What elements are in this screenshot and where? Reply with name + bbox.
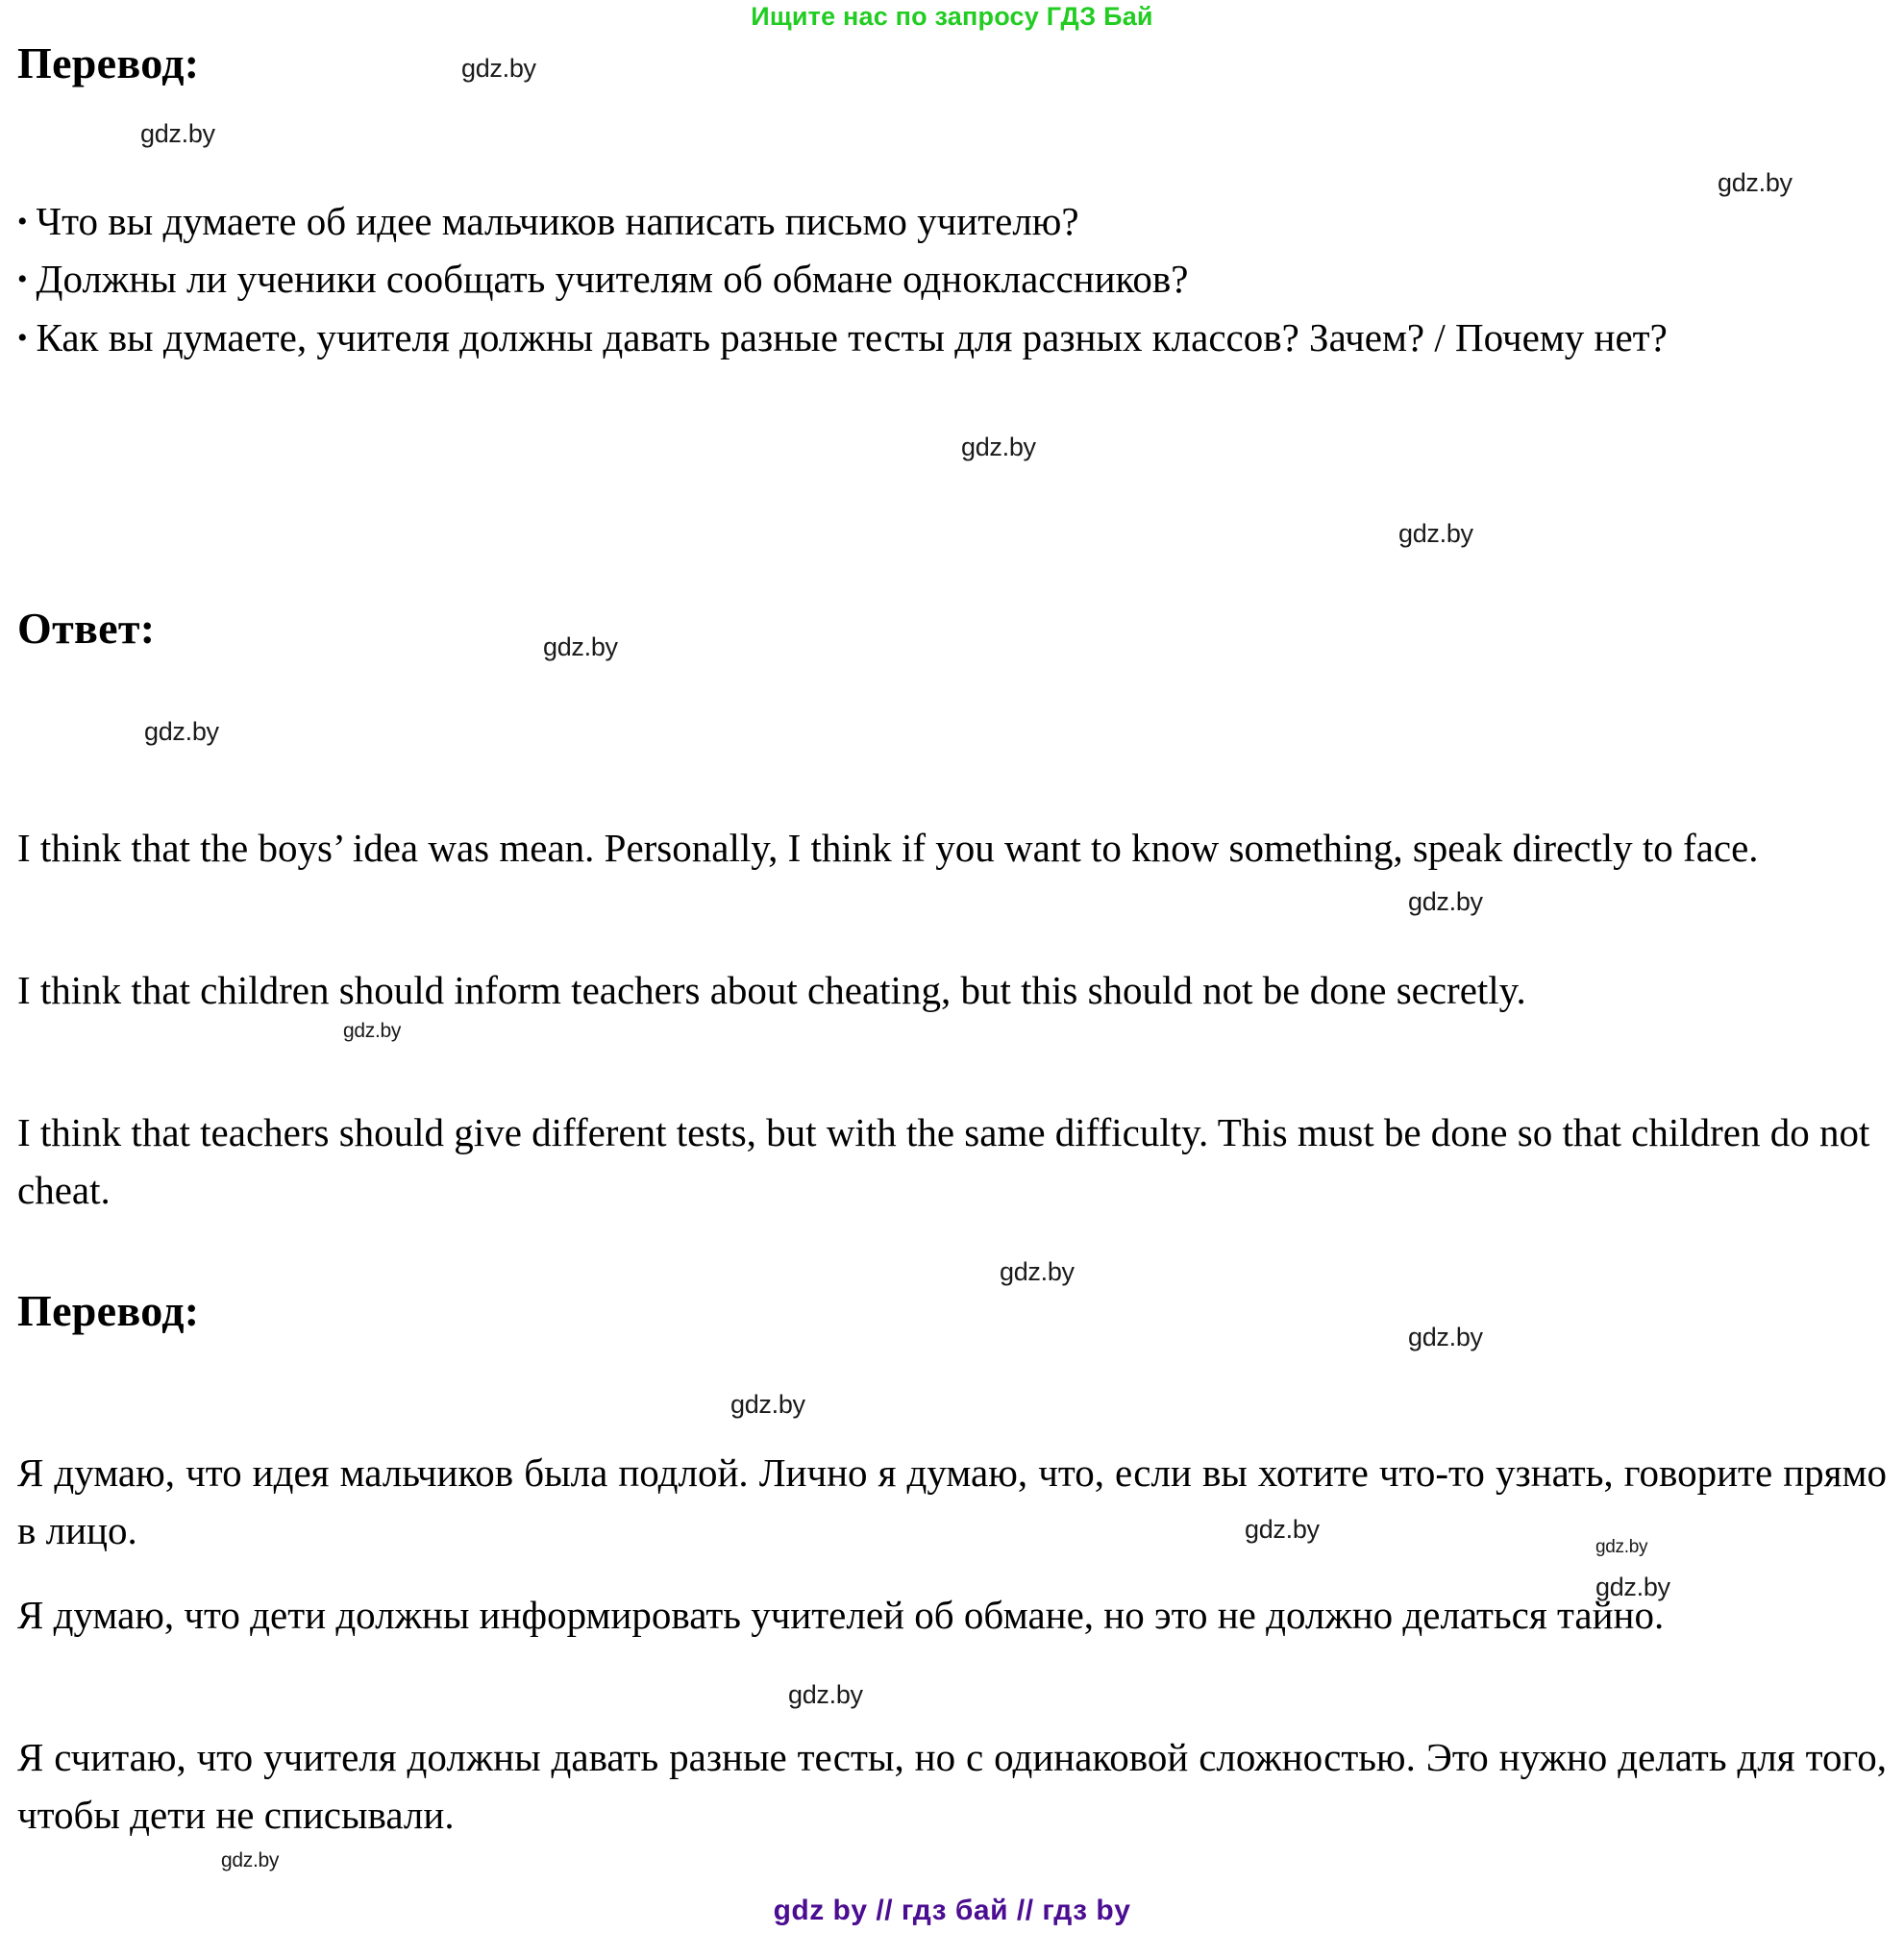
translation-paragraph-1-block — [17, 1444, 1887, 1560]
list-item — [17, 250, 1887, 308]
watermark-label: gdz.by — [1000, 1257, 1075, 1286]
answer-heading-block — [17, 606, 1887, 652]
answer-paragraph-1-block — [17, 819, 1887, 877]
watermark-label: gdz.by — [788, 1680, 863, 1709]
bullet-icon: • — [17, 263, 28, 296]
answer-paragraph-2-block — [17, 961, 1887, 1019]
site-promo-banner: Ищите нас по запросу ГДЗ Бай — [751, 2, 1153, 31]
watermark-label: gdz.by — [140, 119, 215, 148]
watermark-label: gdz.by — [543, 632, 618, 661]
watermark-label: gdz.by — [1398, 519, 1473, 548]
watermark-label: gdz.by — [1595, 1537, 1648, 1557]
question-text: Что вы думаете об идее мальчиков написать письмо учителю? — [36, 199, 1079, 243]
translation-paragraph-2-block — [17, 1586, 1887, 1644]
answer-paragraph: I think that children should inform teachers about cheating, but this should not be done secretly. — [17, 968, 1526, 1012]
list-item — [17, 309, 1887, 366]
watermark-label: gdz.by — [1408, 1323, 1483, 1351]
translation-heading-1-block — [17, 40, 1887, 87]
question-text: Как вы думаете, учителя должны давать разные тесты для разных классов? Зачем? / Почему нет? — [36, 314, 1668, 359]
answer-paragraph: I think that the boys’ idea was mean. Personally, I think if you want to know something, speak directly to face. — [17, 826, 1759, 870]
translation-heading-2: Перевод: — [17, 1286, 200, 1335]
watermark-label: gdz.by — [1718, 168, 1793, 197]
translation-paragraph-3-block — [17, 1728, 1887, 1845]
watermark-label: gdz.by — [1245, 1515, 1320, 1544]
list-item — [17, 192, 1887, 250]
bullet-icon: • — [17, 206, 28, 238]
bullet-icon: • — [17, 321, 28, 354]
watermark-label: gdz.by — [1595, 1573, 1670, 1601]
watermark-label: gdz.by — [343, 1020, 402, 1042]
answer-heading: Ответ: — [17, 604, 156, 653]
watermark-label: gdz.by — [221, 1849, 280, 1871]
questions-block — [17, 192, 1887, 366]
translation-heading-1: Перевод: — [17, 38, 200, 87]
translation-paragraph: Я думаю, что идея мальчиков была подлой. Лично я думаю, что, если вы хотите что-то узнать, говорите прямо в лицо. — [17, 1450, 1887, 1553]
translation-paragraph: Я считаю, что учителя должны давать разные тесты, но с одинаковой сложностью. Это нужно делать для того, чтобы дети не списывали. — [17, 1735, 1887, 1838]
translation-heading-2-block — [17, 1288, 1887, 1334]
site-footer: gdz by // гдз бай // гдз by — [773, 1895, 1131, 1926]
watermark-label: gdz.by — [961, 433, 1036, 461]
question-text: Должны ли ученики сообщать учителям об обмане одноклассников? — [36, 257, 1189, 302]
watermark-label: gdz.by — [461, 54, 536, 83]
watermark-label: gdz.by — [144, 717, 219, 746]
answer-paragraph: I think that teachers should give different tests, but with the same difficulty. This must be done so that children do not cheat. — [17, 1110, 1870, 1213]
question-list — [17, 192, 1887, 366]
watermark-label: gdz.by — [730, 1390, 805, 1419]
watermark-label: gdz.by — [1408, 887, 1483, 916]
answer-paragraph-3-block — [17, 1103, 1887, 1220]
translation-paragraph: Я думаю, что дети должны информировать учителей об обмане, но это не должно делаться тайно. — [17, 1593, 1665, 1637]
